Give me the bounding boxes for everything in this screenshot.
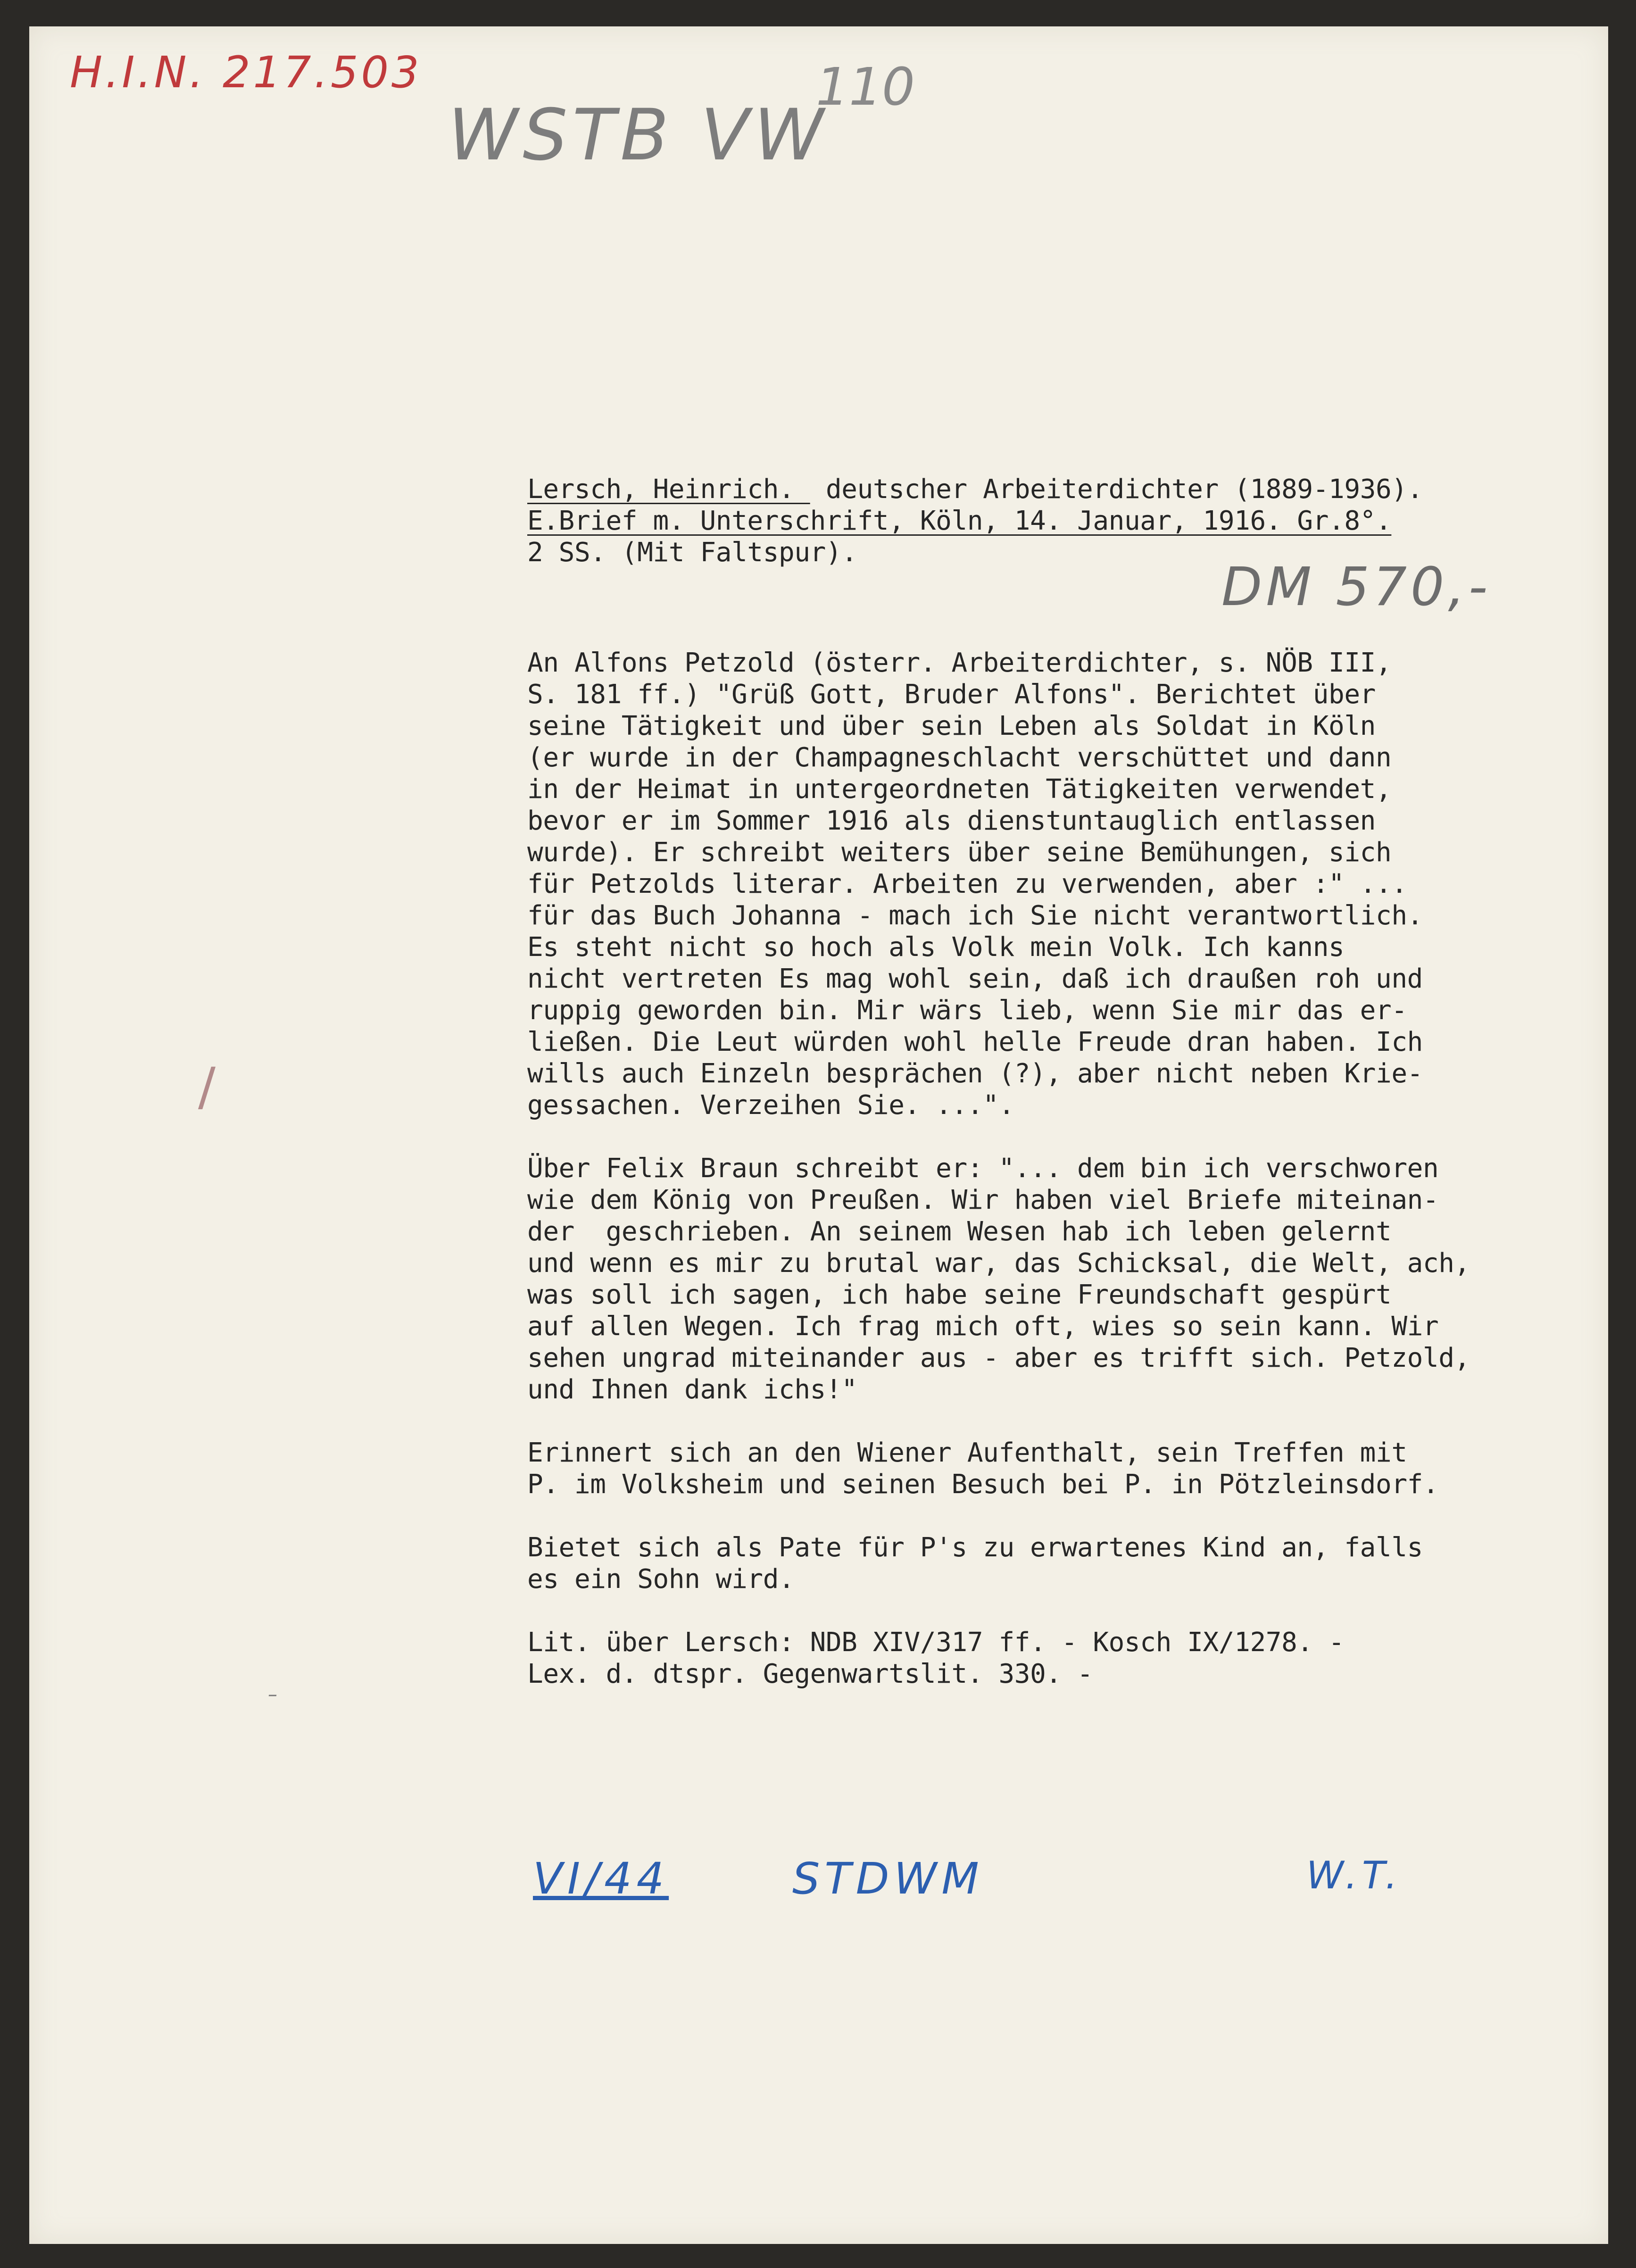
text-line: sehen ungrad miteinander aus - aber es trifft sich. Petzold, bbox=[527, 1343, 1470, 1373]
inventory-number: H.I.N. 217.503 bbox=[70, 47, 422, 98]
text-line: was soll ich sagen, ich habe seine Freundschaft gespürt bbox=[527, 1279, 1392, 1310]
text-line: P. im Volksheim und seinen Besuch bei P. in Pötzleinsdorf. bbox=[527, 1469, 1439, 1500]
text-line: Lex. d. dtspr. Gegenwartslit. 330. - bbox=[527, 1659, 1093, 1689]
text-line: und Ihnen dank ichs!" bbox=[527, 1374, 857, 1405]
initials-annotation: W.T. bbox=[1306, 1853, 1402, 1897]
entry-heading bbox=[527, 474, 1518, 568]
text-line: bevor er im Sommer 1916 als dienstuntauglich entlassen bbox=[527, 806, 1376, 836]
text-line: Lit. über Lersch: NDB XIV/317 ff. - Kosch IX/1278. - bbox=[527, 1627, 1345, 1658]
paragraph-vienna bbox=[527, 1437, 1518, 1500]
text-line: und wenn es mir zu brutal war, das Schicksal, die Welt, ach, bbox=[527, 1248, 1470, 1279]
text-line: gessachen. Verzeihen Sie. ...". bbox=[527, 1090, 1014, 1121]
text-line: Über Felix Braun schreibt er: "... dem bin ich verschworen bbox=[527, 1153, 1439, 1184]
text-line: in der Heimat in untergeordneten Tätigkeiten verwendet, bbox=[527, 774, 1392, 805]
heading-line-2: E.Brief m. Unterschrift, Köln, 14. Januar, 1916. Gr.8°. bbox=[527, 506, 1392, 536]
shelf-annotation: VI/44 bbox=[533, 1853, 669, 1904]
paragraph-letter-content bbox=[527, 647, 1518, 1121]
text-line: wurde). Er schreibt weiters über seine Bemühungen, sich bbox=[527, 837, 1392, 868]
text-line: der geschrieben. An seinem Wesen hab ich leben gelernt bbox=[527, 1216, 1392, 1247]
text-line: nicht vertreten Es mag wohl sein, daß ich draußen roh und bbox=[527, 964, 1423, 994]
text-line: (er wurde in der Champagneschlacht verschüttet und dann bbox=[527, 742, 1392, 773]
author-description: deutscher Arbeiterdichter (1889-1936). bbox=[810, 474, 1423, 505]
text-line: S. 181 ff.) "Grüß Gott, Bruder Alfons". Berichtet über bbox=[527, 679, 1376, 710]
paragraph-godfather bbox=[527, 1532, 1518, 1595]
stamp-annotation: STDWM bbox=[792, 1853, 984, 1904]
text-line: für Petzolds literar. Arbeiten zu verwenden, aber :" ... bbox=[527, 869, 1407, 899]
text-line: es ein Sohn wird. bbox=[527, 1564, 795, 1595]
text-line: Erinnert sich an den Wiener Aufenthalt, sein Treffen mit bbox=[527, 1437, 1407, 1468]
author-name: Lersch, Heinrich. bbox=[527, 474, 810, 505]
library-mark: WSTB VW bbox=[448, 94, 829, 176]
paragraph-literature bbox=[527, 1627, 1518, 1690]
text-line: ließen. Die Leut würden wohl helle Freude dran haben. Ich bbox=[527, 1027, 1423, 1057]
stray-dash-mark: – bbox=[268, 1684, 277, 1705]
price-annotation: DM 570,- bbox=[1221, 557, 1492, 618]
text-line: Es steht nicht so hoch als Volk mein Volk. Ich kanns bbox=[527, 932, 1345, 963]
text-line: seine Tätigkeit und über sein Leben als Soldat in Köln bbox=[527, 711, 1376, 741]
text-line: Bietet sich als Pate für P's zu erwartenes Kind an, falls bbox=[527, 1532, 1423, 1563]
margin-tick-mark: / bbox=[198, 1056, 216, 1117]
folio-number: 110 bbox=[816, 57, 915, 117]
text-line: für das Buch Johanna - mach ich Sie nicht verantwortlich. bbox=[527, 900, 1423, 931]
paragraph-felix-braun bbox=[527, 1153, 1518, 1405]
heading-line-1 bbox=[527, 474, 1518, 505]
text-line: wie dem König von Preußen. Wir haben viel Briefe miteinan- bbox=[527, 1185, 1439, 1215]
catalogue-entry bbox=[527, 474, 1518, 1690]
text-line: wills auch Einzeln besprächen (?), aber nicht neben Krie- bbox=[527, 1058, 1423, 1089]
text-line: An Alfons Petzold (österr. Arbeiterdichter, s. NÖB III, bbox=[527, 648, 1392, 678]
text-line: ruppig geworden bin. Mir wärs lieb, wenn Sie mir das er- bbox=[527, 995, 1407, 1026]
heading-line-3: 2 SS. (Mit Faltspur). bbox=[527, 537, 857, 568]
text-line: auf allen Wegen. Ich frag mich oft, wies so sein kann. Wir bbox=[527, 1311, 1439, 1342]
